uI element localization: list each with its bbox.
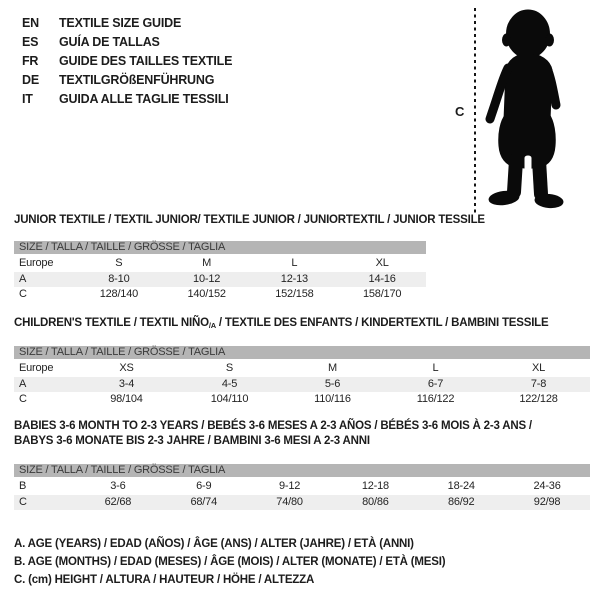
size-cell: 14-16 xyxy=(368,272,396,285)
table-row-c xyxy=(14,392,590,408)
section-title-text: JUNIOR TEXTILE / TEXTIL JUNIOR/ TEXTILE JUNIOR / JUNIORTEXTIL / JUNIOR TESSILE xyxy=(14,214,485,226)
row-label: A xyxy=(19,377,27,390)
size-cell: 116/122 xyxy=(416,393,455,405)
language-row-it xyxy=(22,89,232,108)
size-cell: 86/92 xyxy=(447,495,475,508)
language-code: DE xyxy=(22,72,39,87)
language-row-en xyxy=(22,13,232,32)
footnote-line: B. AGE (MONTHS) / EDAD (MESES) / ÂGE (MOIS) / ALTER (MONATE) / ETÀ (MESI) xyxy=(14,556,446,569)
size-table-children xyxy=(14,346,590,408)
size-table-babies xyxy=(14,464,590,510)
section-title-line xyxy=(14,316,590,333)
size-cell: 74/80 xyxy=(276,495,303,508)
size-cell: 158/170 xyxy=(362,288,402,300)
table-row-c xyxy=(14,287,426,303)
language-row-es xyxy=(22,32,232,51)
size-cell: L xyxy=(432,362,439,374)
size-cell: XS xyxy=(119,362,134,374)
language-title: TEXTILGRÖßENFÜHRUNG xyxy=(59,72,215,87)
language-title: TEXTILE SIZE GUIDE xyxy=(59,15,182,30)
size-cell: XL xyxy=(531,362,546,374)
size-cell: 128/140 xyxy=(99,288,139,300)
table-row-c xyxy=(14,495,590,511)
language-code: EN xyxy=(22,15,39,30)
size-cell: 4-5 xyxy=(221,377,238,390)
row-label: C xyxy=(19,495,27,508)
size-cell: 10-12 xyxy=(193,272,221,285)
size-cell: 3-6 xyxy=(110,480,126,492)
section-title xyxy=(14,316,590,333)
size-section-junior xyxy=(14,213,485,303)
size-cell: XL xyxy=(375,257,389,269)
size-cell: 3-4 xyxy=(118,377,135,390)
table-row-a xyxy=(14,272,426,288)
section-title-text: /A xyxy=(208,321,216,330)
size-cell: 8-10 xyxy=(108,272,130,285)
size-cell: 68/74 xyxy=(190,495,217,508)
size-cell: 152/158 xyxy=(275,288,314,300)
row-label: B xyxy=(19,480,27,492)
size-cell: S xyxy=(115,257,123,269)
size-cell: 24-36 xyxy=(533,480,561,492)
language-title: GUIDE DES TAILLES TEXTILE xyxy=(59,53,233,68)
section-title-line xyxy=(14,434,590,449)
size-cell: M xyxy=(328,362,337,374)
size-cell: 18-24 xyxy=(447,480,475,492)
size-cell: 6-7 xyxy=(427,377,444,390)
footnotes xyxy=(14,535,445,590)
table-row-europe xyxy=(14,361,590,377)
size-cell: L xyxy=(291,257,298,269)
size-cell: 9-12 xyxy=(278,480,301,492)
size-cell: M xyxy=(202,257,212,269)
size-cell: 12-18 xyxy=(361,480,389,492)
size-cell: 140/152 xyxy=(187,288,226,300)
section-title-text: BABIES 3-6 MONTH TO 2-3 YEARS / BEBÉS 3-6 MESES A 2-3 AÑOS / BÉBÉS 3-6 MOIS À 2-3 ANS / xyxy=(14,420,532,432)
size-cell: 92/98 xyxy=(533,495,561,508)
size-section-babies xyxy=(14,419,590,510)
size-cell: 5-6 xyxy=(324,377,341,390)
size-cell: 122/128 xyxy=(519,393,558,405)
height-measure-dashed-line xyxy=(474,8,476,213)
table-row-a xyxy=(14,377,590,393)
size-table-junior xyxy=(14,241,426,303)
section-title-line xyxy=(14,213,485,228)
size-cell: S xyxy=(225,362,234,374)
footnote-line: A. AGE (YEARS) / EDAD (AÑOS) / ÂGE (ANS) / ALTER (JAHRE) / ETÀ (ANNI) xyxy=(14,538,414,550)
language-title-list xyxy=(22,13,232,108)
size-cell: 12-13 xyxy=(280,272,308,285)
section-title-text: / TEXTILE DES ENFANTS / KINDERTEXTIL / BAMBINI TESSILE xyxy=(215,317,549,329)
section-title-line xyxy=(14,419,590,434)
language-row-de xyxy=(22,70,232,89)
row-label: C xyxy=(19,393,27,405)
language-code: FR xyxy=(22,53,39,68)
table-row-b xyxy=(14,479,590,495)
size-section-children xyxy=(14,316,590,408)
size-cell: 98/104 xyxy=(110,393,143,405)
table-row-europe xyxy=(14,256,426,272)
language-row-fr xyxy=(22,51,232,70)
size-cell: 104/110 xyxy=(210,393,249,405)
height-measure-label: C xyxy=(455,104,465,119)
footnote-line: C. (cm) HEIGHT / ALTURA / HAUTEUR / HÖHE / ALTEZZA xyxy=(14,574,315,587)
size-cell: 6-9 xyxy=(196,480,212,492)
language-title: GUIDA ALLE TAGLIE TESSILI xyxy=(59,91,229,106)
section-title-text: BABYS 3-6 MONATE BIS 2-3 JAHRE / BAMBINI 3-6 MESI A 2-3 ANNI xyxy=(14,435,370,447)
language-code: IT xyxy=(22,91,33,106)
size-cell: 7-8 xyxy=(530,377,547,390)
row-label: A xyxy=(19,272,27,285)
language-title: GUÍA DE TALLAS xyxy=(59,34,160,49)
section-title xyxy=(14,213,485,228)
baby-silhouette-icon xyxy=(483,8,571,210)
size-cell: 110/116 xyxy=(314,393,351,405)
section-title xyxy=(14,419,590,449)
row-label: Europe xyxy=(19,362,54,374)
language-code: ES xyxy=(22,34,39,49)
size-header-bar: SIZE / TALLA / TAILLE / GRÖSSE / TAGLIA xyxy=(14,464,590,477)
size-header-bar: SIZE / TALLA / TAILLE / GRÖSSE / TAGLIA xyxy=(14,346,590,359)
size-header-bar: SIZE / TALLA / TAILLE / GRÖSSE / TAGLIA xyxy=(14,241,426,254)
size-cell: 80/86 xyxy=(362,495,389,508)
row-label: C xyxy=(19,288,27,300)
section-title-text: CHILDREN'S TEXTILE / TEXTIL NIÑO xyxy=(14,317,209,329)
row-label: Europe xyxy=(19,257,54,269)
size-cell: 62/68 xyxy=(104,495,132,508)
